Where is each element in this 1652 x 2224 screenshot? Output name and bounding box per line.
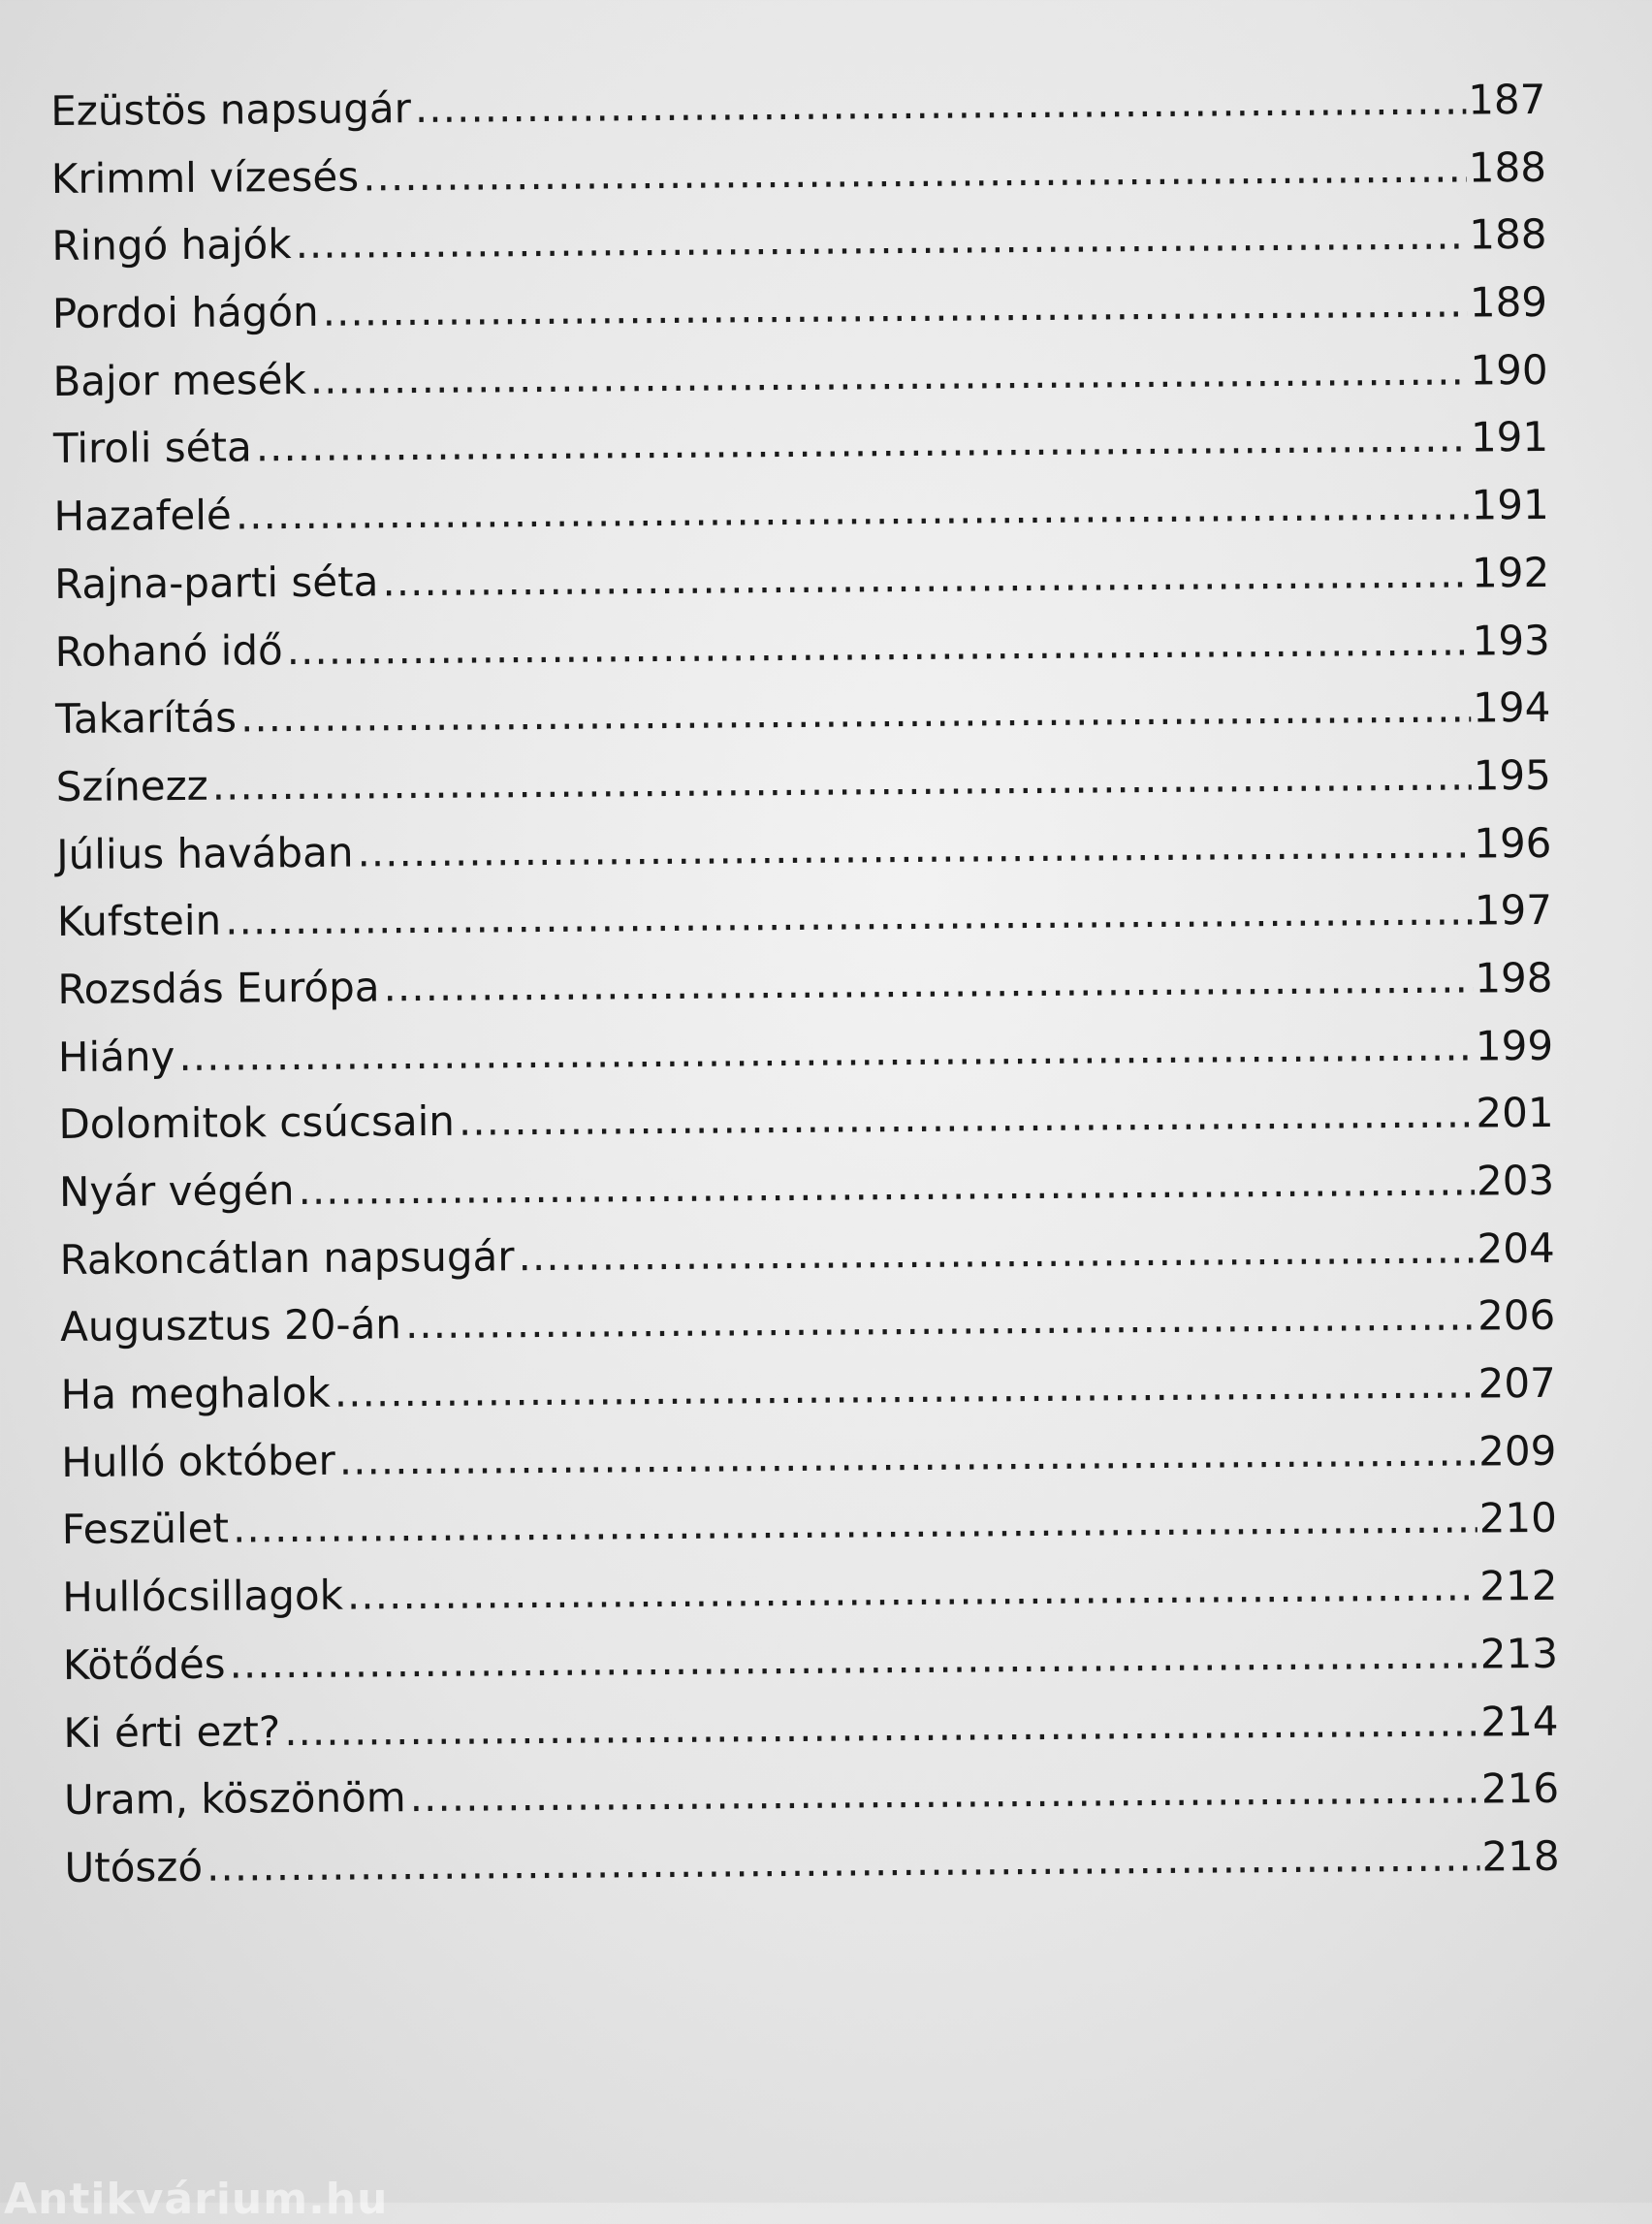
toc-leader-dots [206, 1823, 1480, 1900]
toc-entry [50, 134, 1547, 213]
toc-entry-page: 193 [1472, 616, 1550, 664]
toc-leader-dots [383, 944, 1473, 1021]
toc-entry [60, 1350, 1556, 1429]
toc-entry-title: Ringó hajók [51, 220, 292, 270]
toc-entry-page: 198 [1475, 953, 1553, 1002]
toc-entry [57, 944, 1553, 1024]
toc-entry [56, 876, 1553, 956]
toc-leader-dots [211, 742, 1472, 819]
toc-leader-dots [518, 1215, 1476, 1289]
toc-entry-page: 207 [1477, 1358, 1556, 1408]
toc-leader-dots [298, 1147, 1475, 1223]
toc-entry-page: 192 [1471, 548, 1550, 597]
toc-leader-dots [310, 336, 1469, 413]
toc-entry-page: 188 [1468, 143, 1547, 192]
toc-leader-dots [459, 1080, 1475, 1156]
toc-entry [50, 66, 1546, 145]
toc-entry-page: 196 [1474, 818, 1552, 868]
toc-entry-page: 190 [1470, 345, 1548, 395]
toc-entry [52, 336, 1548, 416]
toc-leader-dots [409, 1756, 1479, 1831]
toc-entry-title: Július havában [56, 828, 354, 878]
toc-entry [52, 403, 1549, 483]
toc-leader-dots [338, 1417, 1477, 1494]
toc-entry-title: Pordoi hágón [51, 287, 319, 338]
toc-entry-page: 203 [1476, 1156, 1555, 1205]
toc-entry-page: 204 [1477, 1223, 1555, 1273]
toc-entry-page: 194 [1472, 683, 1551, 732]
toc-entry-page: 214 [1480, 1697, 1559, 1745]
toc-entry [51, 269, 1548, 348]
toc-entry-title: Ki érti ezt? [63, 1706, 281, 1757]
toc-entry [56, 809, 1552, 888]
toc-entry [53, 539, 1550, 619]
toc-entry-page: 188 [1469, 210, 1547, 259]
toc-leader-dots [357, 810, 1472, 886]
toc-entry-title: Színezz [55, 761, 208, 810]
toc-leader-dots [382, 539, 1470, 616]
toc-leader-dots [240, 675, 1472, 752]
toc-entry-page: 195 [1473, 750, 1552, 800]
toc-entry-title: Nyár végén [58, 1166, 295, 1216]
toc-leader-dots [405, 1283, 1477, 1358]
toc-leader-dots [225, 877, 1473, 955]
toc-leader-dots [322, 270, 1468, 346]
toc-entry-title: Hiány [57, 1032, 175, 1081]
toc-entry-title: Uram, köszönöm [63, 1773, 406, 1825]
toc-leader-dots [363, 134, 1467, 210]
toc-entry-title: Hullócsillagok [62, 1571, 344, 1622]
toc-entry-title: Bajor mesék [52, 355, 306, 405]
toc-entry [63, 1755, 1560, 1834]
toc-entry-title: Takarítás [55, 693, 238, 744]
toc-entry-page: 187 [1468, 75, 1546, 124]
toc-leader-dots [236, 472, 1470, 550]
toc-entry-page: 191 [1471, 480, 1549, 529]
toc-leader-dots [284, 1688, 1479, 1764]
toc-entry-title: Rakoncátlan napsugár [59, 1231, 515, 1284]
toc-entry [53, 471, 1549, 551]
toc-entry-title: Hazafelé [53, 491, 232, 541]
toc-entry [61, 1417, 1557, 1497]
toc-entry-page: 189 [1469, 277, 1548, 327]
table-of-contents [50, 66, 1558, 1902]
toc-entry-title: Dolomitok csúcsain [58, 1097, 456, 1149]
toc-entry [58, 1079, 1554, 1159]
toc-entry [59, 1282, 1556, 1361]
toc-entry [61, 1484, 1558, 1564]
toc-entry [51, 201, 1547, 280]
toc-entry [57, 1011, 1554, 1091]
toc-entry-title: Hulló október [61, 1436, 335, 1486]
toc-entry-title: Rajna-parti séta [53, 557, 379, 608]
toc-entry-page: 199 [1475, 1021, 1554, 1070]
toc-entry-page: 197 [1474, 886, 1553, 935]
toc-entry-page: 210 [1478, 1494, 1558, 1542]
toc-entry-page: 216 [1480, 1764, 1560, 1813]
toc-leader-dots [295, 202, 1467, 278]
toc-entry [58, 1147, 1555, 1226]
toc-entry-title: Kufstein [56, 896, 222, 946]
toc-entry-title: Ha meghalok [60, 1368, 331, 1419]
toc-leader-dots [233, 1485, 1477, 1563]
toc-entry-page: 201 [1476, 1089, 1554, 1137]
toc-entry-title: Rozsdás Európa [57, 963, 380, 1013]
toc-entry-title: Utószó [64, 1842, 204, 1891]
toc-leader-dots [178, 1012, 1474, 1090]
toc-entry [62, 1552, 1558, 1632]
toc-leader-dots [415, 67, 1467, 143]
toc-entry-page: 191 [1470, 413, 1549, 461]
toc-entry [62, 1620, 1559, 1700]
toc-entry-title: Rohanó idő [54, 625, 283, 676]
toc-leader-dots [286, 607, 1470, 683]
toc-entry-title: Augusztus 20-án [59, 1300, 402, 1351]
toc-entry-title: Tiroli séta [52, 423, 252, 473]
toc-entry [55, 674, 1551, 753]
toc-entry-page: 212 [1479, 1561, 1558, 1610]
watermark: Antikvárium.hu [4, 2175, 389, 2224]
toc-entry [54, 606, 1550, 685]
toc-leader-dots [255, 404, 1469, 482]
toc-entry [55, 742, 1552, 821]
toc-entry [63, 1687, 1559, 1766]
toc-entry-page: 213 [1479, 1629, 1559, 1678]
toc-entry-page: 218 [1481, 1831, 1560, 1881]
toc-entry [59, 1215, 1555, 1294]
toc-leader-dots [229, 1620, 1478, 1698]
toc-entry-page: 209 [1477, 1426, 1557, 1476]
toc-entry [64, 1823, 1560, 1902]
toc-leader-dots [334, 1350, 1477, 1427]
toc-leader-dots [347, 1553, 1478, 1630]
toc-entry-title: Kötődés [62, 1639, 226, 1689]
toc-entry-title: Krimml vízesés [50, 152, 360, 203]
toc-entry-page: 206 [1477, 1291, 1556, 1340]
toc-entry-title: Feszület [61, 1505, 230, 1554]
toc-entry-title: Ezüstös napsugár [50, 84, 412, 135]
